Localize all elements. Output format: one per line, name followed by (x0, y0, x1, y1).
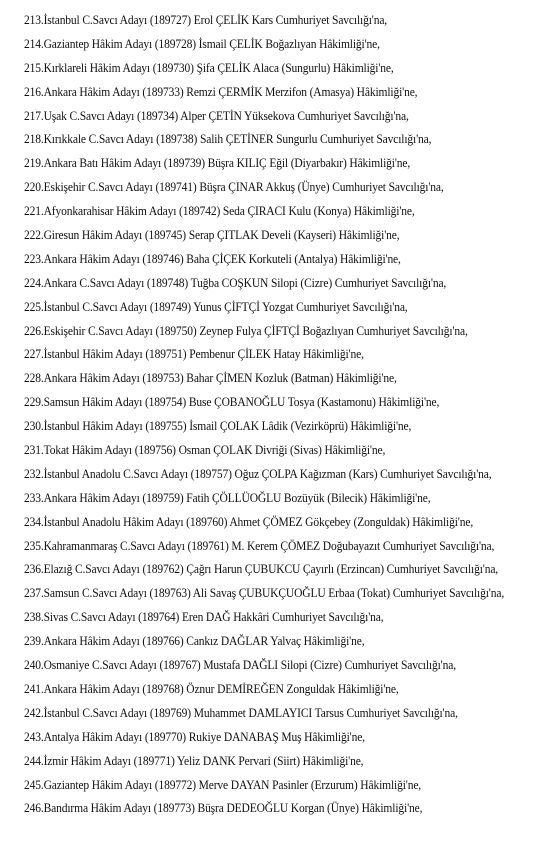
list-item: 230.İstanbul Hâkim Adayı (189755) İsmail ÇOLAK Lâdik (Vezirköprü) Hâkimliği'ne, (24, 419, 412, 434)
list-item: 235.Kahramanmaraş C.Savcı Adayı (189761) M. Kerem ÇÖMEZ Doğubayazıt Cumhuriyet Savcılığı'na, (24, 538, 495, 553)
list-item: 213.İstanbul C.Savcı Adayı (189727) Erol ÇELİK Kars Cumhuriyet Savcılığı'na, (24, 13, 388, 27)
list-item: 240.Osmaniye C.Savcı Adayı (189767) Mustafa DAĞLI Silopi (Cizre) Cumhuriyet Savcılığı'na, (24, 658, 456, 673)
list-item: 220.Eskişehir C.Savcı Adayı (189741) Büşra ÇINAR Akkuş (Ünye) Cumhuriyet Savcılığı'na, (24, 180, 444, 195)
list-item: 218.Kırıkkale C.Savcı Adayı (189738) Salih ÇETİNER Sungurlu Cumhuriyet Savcılığı'na, (24, 132, 432, 147)
list-item: 239.Ankara Hâkim Adayı (189766) Cankız DAĞLAR Yalvaç Hâkimliği'ne, (24, 634, 365, 649)
list-item: 233.Ankara Hâkim Adayı (189759) Fatih ÇÖLLÜOĞLU Bozüyük (Bilecik) Hâkimliği'ne, (24, 490, 431, 505)
list-item: 245.Gaziantep Hâkim Adayı (189772) Merve DAYAN Pasinler (Erzurum) Hâkimliği'ne, (24, 777, 422, 792)
list-item: 231.Tokat Hâkim Adayı (189756) Osman ÇOLAK Divriği (Sivas) Hâkimliği'ne, (24, 443, 386, 458)
list-item: 221.Afyonkarahisar Hâkim Adayı (189742) Seda ÇIRACI Kulu (Konya) Hâkimliği'ne, (24, 204, 415, 219)
list-item: 222.Giresun Hâkim Adayı (189745) Serap ÇITLAK Develi (Kayseri) Hâkimliği'ne, (24, 228, 400, 243)
list-item: 216.Ankara Hâkim Adayı (189733) Remzi ÇERMİK Merzifon (Amasya) Hâkimliği'ne, (24, 84, 418, 99)
list-item: 234.İstanbul Anadolu Hâkim Adayı (189760) Ahmet ÇÖMEZ Gökçebey (Zonguldak) Hâkimliği'ne, (24, 514, 474, 529)
list-item: 215.Kırklareli Hâkim Adayı (189730) Şifa ÇELİK Alaca (Sungurlu) Hâkimliği'ne, (24, 60, 394, 75)
list-item: 219.Ankara Batı Hâkim Adayı (189739) Büşra KILIÇ Eğil (Diyarbakır) Hâkimliği'ne, (24, 156, 411, 171)
list-item: 217.Uşak C.Savcı Adayı (189734) Alper ÇETİN Yüksekova Cumhuriyet Savcılığı'na, (24, 108, 409, 123)
list-item: 224.Ankara C.Savcı Adayı (189748) Tuğba COŞKUN Silopi (Cizre) Cumhuriyet Savcılığı'na, (24, 275, 447, 290)
list-item: 241.Ankara Hâkim Adayı (189768) Öznur DEMİREĞEN Zonguldak Hâkimliği'ne, (24, 681, 399, 696)
list-item: 227.İstanbul Hâkim Adayı (189751) Pembenur ÇİLEK Hatay Hâkimliği'ne, (24, 347, 364, 362)
list-item: 214.Gaziantep Hâkim Adayı (189728) İsmail ÇELİK Boğazlıyan Hâkimliği'ne, (24, 36, 380, 51)
list-item: 228.Ankara Hâkim Adayı (189753) Bahar ÇİMEN Kozluk (Batman) Hâkimliği'ne, (24, 371, 397, 386)
list-item: 238.Sivas C.Savcı Adayı (189764) Eren DAĞ Hakkâri Cumhuriyet Savcılığı'na, (24, 610, 384, 625)
list-item: 223.Ankara Hâkim Adayı (189746) Baha ÇİÇEK Korkuteli (Antalya) Hâkimliği'ne, (24, 251, 401, 266)
list-item: 229.Samsun Hâkim Adayı (189754) Buse ÇOBANOĞLU Tosya (Kastamonu) Hâkimliği'ne, (24, 395, 440, 410)
list-item: 237.Samsun C.Savcı Adayı (189763) Ali Savaş ÇUBUKÇUOĞLU Erbaa (Tokat) Cumhuriyet Savcılığı'na, (24, 586, 505, 601)
appointment-list (24, 9, 544, 821)
list-item: 244.İzmir Hâkim Adayı (189771) Yeliz DANK Pervari (Siirt) Hâkimliği'ne, (24, 753, 364, 768)
list-item: 232.İstanbul Anadolu C.Savcı Adayı (189757) Oğuz ÇOLPA Kağızman (Kars) Cumhuriyet Savcılığı'na, (24, 466, 492, 481)
list-item: 225.İstanbul C.Savcı Adayı (189749) Yunus ÇİFTÇİ Yozgat Cumhuriyet Savcılığı'na, (24, 299, 408, 314)
list-item: 242.İstanbul C.Savcı Adayı (189769) Muhammet DAMLAYICI Tarsus Cumhuriyet Savcılığı'na, (24, 705, 458, 720)
list-item: 246.Bandırma Hâkim Adayı (189773) Büşra DEDEOĞLU Korgan (Ünye) Hâkimliği'ne, (24, 801, 423, 816)
list-item: 243.Antalya Hâkim Adayı (189770) Rukiye DANABAŞ Muş Hâkimliği'ne, (24, 729, 365, 744)
list-item: 236.Elazığ C.Savcı Adayı (189762) Çağrı Harun ÇUBUKCU Çayırlı (Erzincan) Cumhuriyet Savcılığı'na, (24, 562, 499, 577)
list-item: 226.Eskişehir C.Savcı Adayı (189750) Zeynep Fulya ÇİFTÇİ Boğazlıyan Cumhuriyet Savcılığı'na, (24, 323, 468, 338)
